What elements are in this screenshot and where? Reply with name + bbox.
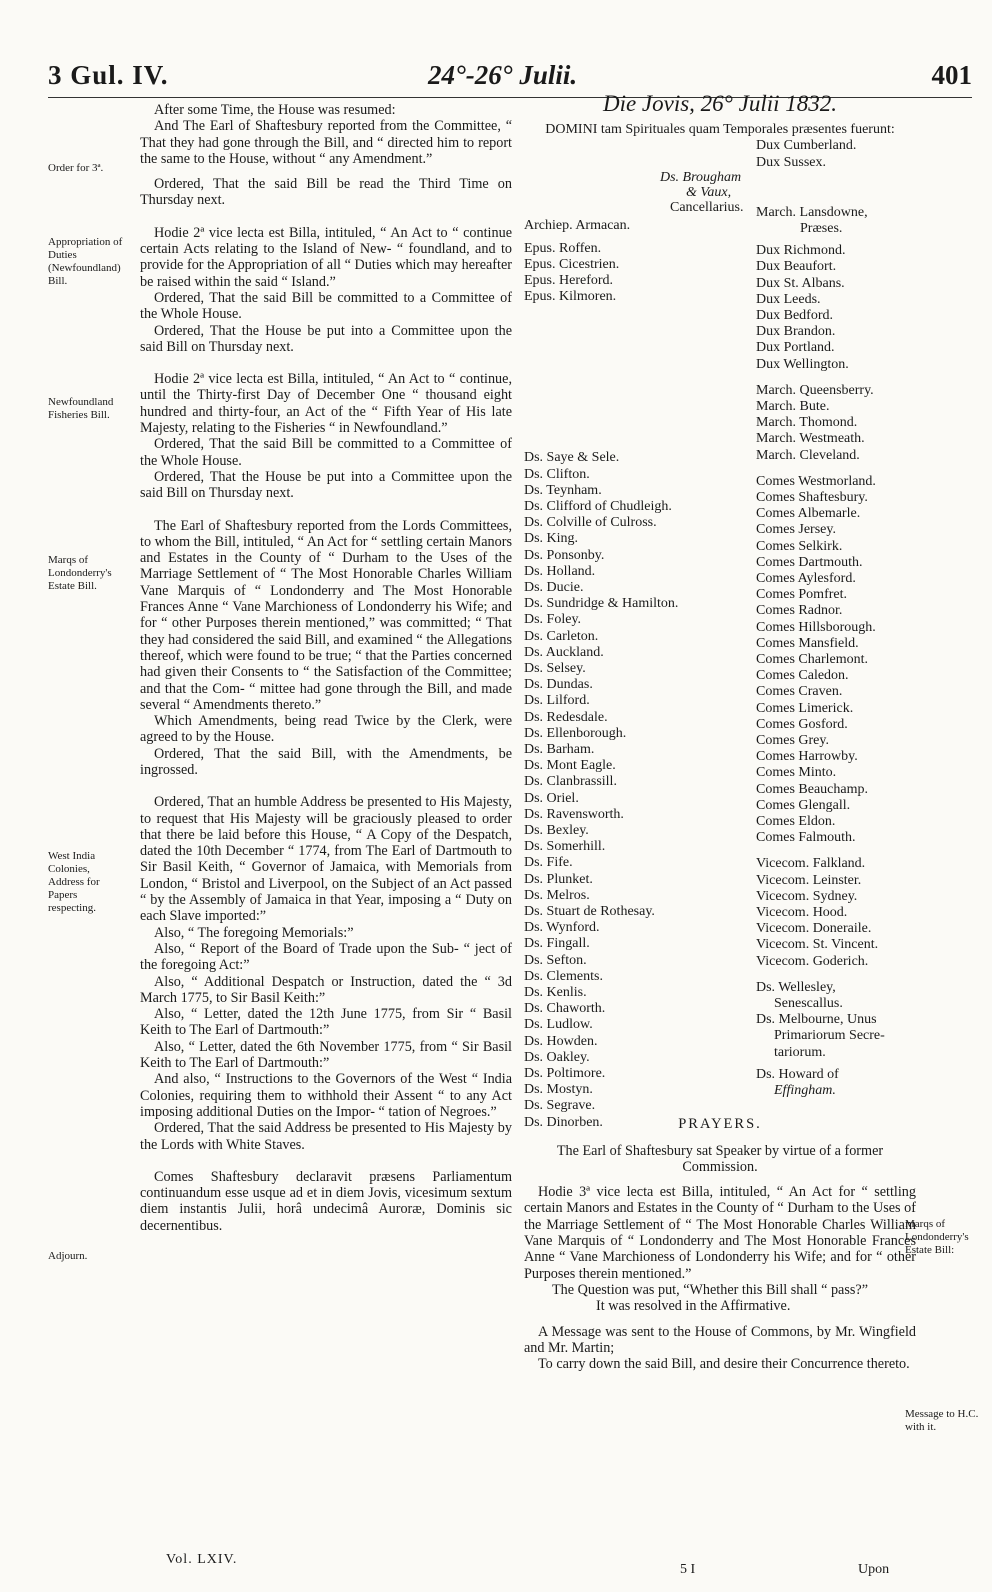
list-item: Ds. Ducie. — [524, 579, 584, 595]
paragraph: A Message was sent to the House of Commons, by Mr. Wingfield and Mr. Martin; — [524, 1323, 916, 1356]
list-item: Ds. Wynford. — [524, 920, 600, 936]
list-item: Ds. King. — [524, 531, 579, 547]
list-item: Ds. Ellenborough. — [524, 725, 627, 741]
list-item: Dux Beaufort. — [756, 259, 837, 275]
list-item: Ds. Lilford. — [524, 693, 590, 709]
list-item: Senescallus. — [774, 996, 843, 1012]
marquesses — [756, 383, 885, 464]
list-item: Ds. Chaworth. — [524, 1001, 606, 1017]
list-item: Comes Eldon. — [756, 814, 836, 830]
list-item: Epus. Roffen. — [524, 240, 602, 256]
dukes — [756, 243, 885, 373]
list-item: Ds. Plunket. — [524, 871, 593, 887]
viscounts — [756, 856, 885, 969]
list-item: Comes Grey. — [756, 733, 829, 748]
volume-number: Vol. LXIV. — [166, 1552, 238, 1567]
list-item: Ds. Sundridge & Hamilton. — [524, 596, 679, 612]
list-item: March. Lansdowne, — [756, 204, 868, 220]
list-item: Ds. Bexley. — [524, 822, 589, 838]
sidenote-londonderry-right: Marqs of Londonderry's Estate Bill: — [905, 1218, 969, 1256]
list-item: Ds. Stuart de Rothesay. — [524, 903, 655, 919]
list-item: Comes Pomfret. — [756, 587, 847, 603]
list-item: Dux St. Albans. — [756, 275, 845, 291]
list-item: Epus. Hereford. — [524, 272, 614, 288]
list-item: Ds. Oakley. — [524, 1049, 590, 1065]
list-item: Vicecom. Sydney. — [756, 888, 858, 904]
list-item: Ds. Clanbrassill. — [524, 774, 617, 790]
list-item: Ds. Kenlis. — [524, 985, 587, 1000]
list-item: Cancellarius. — [670, 200, 744, 216]
paragraph: Ordered, That the House be put into a Committee upon the said Bill on Thursday next. — [140, 322, 512, 355]
list-item: Vicecom. Doneraile. — [756, 921, 872, 937]
list-item: March. Queensberry. — [756, 382, 874, 398]
list-item: Ds. Somerhill. — [524, 839, 606, 855]
list-item: Dux Leeds. — [756, 291, 821, 307]
list-item: Comes Glengall. — [756, 797, 851, 813]
sidenote-fisheries: Newfoundland Fisheries Bill. — [48, 396, 114, 421]
list-item: Comes Aylesford. — [756, 570, 856, 586]
list-item: Comes Shaftesbury. — [756, 489, 868, 505]
paragraph: And also, “ Instructions to the Governors of the West “ India Colonies, requiring them to withhold their Assent “ to any Act imposing additional Duties on the Impor- “ tation of Negroes.” — [140, 1071, 512, 1120]
list-item: Comes Charlemont. — [756, 651, 868, 667]
list-item: Ds. Oriel. — [524, 790, 579, 806]
sidenote-west-india: West India Colonies, Address for Papers respecting. — [48, 850, 100, 914]
paragraph: The Question was put, “Whether this Bill shall “ pass?” — [552, 1281, 868, 1298]
list-item: Vicecom. Leinster. — [756, 872, 862, 888]
earls — [756, 474, 885, 847]
list-item: Comes Mansfield. — [756, 635, 859, 651]
list-item: Comes Hillsborough. — [756, 619, 876, 635]
list-item: Ds. Mont Eagle. — [524, 758, 616, 774]
list-item: Comes Limerick. — [756, 700, 854, 716]
sidenote-londonderry: Marqs of Londonderry's Estate Bill. — [48, 554, 112, 592]
list-item: Vicecom. St. Vincent. — [756, 937, 879, 953]
list-item: Archiep. Armacan. — [524, 218, 631, 234]
list-item: Comes Jersey. — [756, 522, 836, 538]
list-item: Comes Radnor. — [756, 603, 843, 619]
paragraph: Hodie 2ª vice lecta est Billa, intituled, “ An Act to “ continue, until the Thirty-first Day of December One “ thousand eight hundred and thirty-four, an Act of the “ Fifth Year of His late Majesty, relating to the Fisheries “ in Newfoundland.” — [140, 371, 512, 437]
list-item: Ds. Redesdale. — [524, 709, 608, 725]
date-range: 24°-26° Julii. — [428, 60, 578, 90]
sidenote-message: Message to H.C. with it. — [905, 1408, 979, 1433]
paragraph: Also, “ The foregoing Memorials:” — [154, 924, 354, 941]
list-item: Ds. Segrave. — [524, 1098, 596, 1114]
list-item: Comes Gosford. — [756, 716, 848, 732]
paragraph: And The Earl of Shaftesbury reported from the Committee, “ That they had gone through the Bill, and “ directed him to report the same to the House, without “ any Amendment.” — [140, 118, 512, 167]
list-item: & Vaux, — [686, 185, 732, 201]
paragraph: Also, “ Report of the Board of Trade upon the Sub- “ ject of the foregoing Act:” — [140, 940, 512, 974]
sidenote-order-third: Order for 3ª. — [48, 162, 104, 174]
sidenote-appropriation: Appropriation of Duties (Newfoundland) Bill. — [48, 236, 123, 287]
list-item: Dux Brandon. — [756, 324, 836, 340]
list-item: Dux Richmond. — [756, 243, 846, 259]
list-item: Comes Minto. — [756, 765, 837, 781]
paragraph: Comes Shaftesbury declaravit præsens Parliamentum continuandum esse usque ad et in diem Jovis, vicesimum sextum diem instantis Julii, horâ undecimâ Auroræ, Dominis sic decernentibus. — [140, 1168, 512, 1234]
list-item: Dux Portland. — [756, 340, 835, 356]
list-item: Ds. Selsey. — [524, 660, 586, 676]
right-column — [524, 91, 916, 1373]
left-column — [140, 102, 512, 1243]
signature-mark: 5 I — [680, 1562, 696, 1577]
list-item: Comes Caledon. — [756, 668, 849, 684]
list-item: March. Cleveland. — [756, 447, 860, 463]
list-item: Ds. Ravensworth. — [524, 806, 624, 822]
prayers-heading: PRAYERS. — [678, 1116, 762, 1133]
paragraph: Also, “ Additional Despatch or Instruction, dated the “ 3d March 1775, to Sir Basil Keith:” — [140, 973, 512, 1006]
list-item: Ds. Clifton. — [524, 466, 590, 482]
paragraph: The Earl of Shaftesbury reported from the Lords Committees, to whom the Bill, intituled, “ An Act for “ settling certain Manors and Estates in the County of “ Durham to the Uses of the Marriage Settlement of “ The Most Honorable Charles William Vane Marquis of “ Londonderry and The Most Honorable Frances Anne “ Vane Marchioness of Londonderry his Wife; and for “ other Purposes therein mentioned,” was committed; “ That they had considered the said Bill, and examined “ the Allegations thereof, which were found to be true; “ that the Parties concerned had given their Consents to “ the Satisfaction of the Committee; and that the Com- “ mittee had gone through the Bill, and made several “ Amendments thereto.” — [140, 517, 512, 713]
list-item: Comes Dartmouth. — [756, 554, 863, 570]
list-item: Ds. Melros. — [524, 887, 590, 903]
list-item: Ds. Ponsonby. — [524, 547, 605, 563]
list-item: Ds. Howard of — [756, 1066, 839, 1082]
paragraph: Ordered, That the said Bill, with the Amendments, be ingrossed. — [140, 745, 512, 778]
list-item: Ds. Brougham — [660, 170, 742, 186]
list-item: Epus. Cicestrien. — [524, 256, 620, 272]
paragraph: It was resolved in the Affirmative. — [596, 1298, 791, 1315]
list-item: Ds. Barham. — [524, 741, 595, 757]
list-item: Ds. Mostyn. — [524, 1082, 593, 1098]
list-item: Ds. Fife. — [524, 855, 573, 871]
list-item: Dux Cumberland. — [756, 138, 857, 154]
regnal-year: 3 Gul. IV. — [48, 60, 169, 90]
catchword: Upon — [858, 1562, 890, 1577]
page-number: 401 — [931, 60, 972, 90]
list-item: March. Westmeath. — [756, 431, 865, 447]
list-item: Comes Craven. — [756, 684, 843, 700]
sidenote-adjourn: Adjourn. — [48, 1250, 88, 1262]
list-item: Effingham. — [774, 1083, 836, 1099]
list-item: Ds. Howden. — [524, 1033, 598, 1049]
paragraph: Ordered, That the said Address be presented to His Majesty by the Lords with White Staves. — [140, 1120, 512, 1153]
list-item: Primariorum Secre- — [774, 1028, 885, 1044]
paragraph: Also, “ Letter, dated the 6th November 1775, from “ Sir Basil Keith to The Earl of Dartmouth:” — [140, 1038, 512, 1072]
list-item: Ds. Dinorben. — [524, 1114, 603, 1130]
day-title: Die Jovis, 26° Julii 1832. — [602, 91, 838, 116]
list-item: Ds. Ludlow. — [524, 1017, 593, 1033]
paragraph: Also, “ Letter, dated the 12th June 1775, from Sir “ Basil Keith to The Earl of Dartmouth:” — [140, 1006, 512, 1039]
paragraph: Hodie 3ª vice lecta est Billa, intituled, “ An Act for “ settling certain Manors and Estates in the County of “ Durham to the Uses of the Marriage Settlement of “ The Most Honorable Charles William Vane Marquis of “ Londonderry and The Most Honorable Frances Anne “ Vane Marchioness of Londonderry his Wife; and for “ other Purposes therein mentioned.” — [524, 1184, 916, 1282]
barons — [524, 450, 678, 1131]
list-item: Ds. Saye & Sele. — [524, 450, 620, 466]
list-item: Comes Falmouth. — [756, 830, 856, 846]
paragraph: Ordered, That the said Bill be committed to a Committee of the Whole House. — [140, 436, 512, 469]
list-item: Vicecom. Goderich. — [756, 953, 869, 969]
list-item: Ds. Dundas. — [524, 677, 593, 693]
paragraph: To carry down the said Bill, and desire their Concurrence thereto. — [538, 1356, 910, 1373]
list-item: Ds. Foley. — [524, 612, 582, 628]
paragraph: Hodie 2ª vice lecta est Billa, intituled, “ An Act to “ continue certain Acts relating to the Island of New- “ foundland, and to provide for the Appropriation of all “ Duties which may hereafter be raised within the said “ Island.” — [140, 224, 512, 290]
list-item: Ds. Wellesley, — [756, 979, 836, 995]
list-item: Comes Beauchamp. — [756, 781, 868, 797]
list-item: tariorum. — [774, 1044, 826, 1060]
domini-heading: DOMINI tam Spirituales quam Temporales præsentes fuerunt: — [545, 122, 895, 138]
list-item: Ds. Sefton. — [524, 952, 587, 968]
list-item: Ds. Carleton. — [524, 628, 599, 644]
paragraph: Ordered, That the said Bill be committed to a Committee of the Whole House. — [140, 289, 512, 323]
list-item: Præses. — [800, 220, 843, 236]
paragraph: After some Time, the House was resumed: — [154, 102, 396, 118]
speaker-note: The Earl of Shaftesbury sat Speaker by virtue of a former Commission. — [556, 1142, 884, 1175]
list-item: Comes Albemarle. — [756, 506, 861, 522]
list-item: Ds. Clifford of Chudleigh. — [524, 498, 672, 514]
list-item: Ds. Clements. — [524, 968, 603, 984]
list-item: Ds. Holland. — [524, 563, 596, 579]
list-item: Comes Harrowby. — [756, 749, 858, 765]
list-item: Ds. Melbourne, Unus — [756, 1012, 877, 1028]
list-item: Dux Wellington. — [756, 356, 849, 372]
paragraph: Which Amendments, being read Twice by the Clerk, were agreed to by the House. — [140, 713, 512, 746]
spiritual-lords — [524, 218, 630, 305]
chancellor — [660, 170, 743, 215]
temporal-lords — [756, 138, 885, 1099]
list-item: Dux Bedford. — [756, 307, 833, 323]
list-item: Comes Westmorland. — [756, 473, 876, 489]
list-item: March. Bute. — [756, 398, 830, 414]
list-item: Ds. Teynham. — [524, 482, 602, 498]
list-item: Comes Selkirk. — [756, 538, 843, 554]
list-item: Dux Sussex. — [756, 154, 827, 170]
paragraph: Ordered, That the said Bill be read the Third Time on Thursday next. — [140, 176, 512, 209]
paragraph: Ordered, That an humble Address be presented to His Majesty, to request that His Majesty will be graciously pleased to order that there be laid before this House, “ A Copy of the Despatch, dated the 10th December “ 1774, from The Earl of Dartmouth to Sir Basil Keith, “ Governor of Jamaica, with Memorials from London, “ Bristol and Liverpool, on the Subject of an Act passed “ by the Assembly of Jamaica in that Year, imposing a “ Duty on each Slave imported:” — [140, 794, 512, 925]
paragraph: Ordered, That the House be put into a Committee upon the said Bill on Thursday next. — [140, 468, 512, 502]
list-item: Epus. Kilmoren. — [524, 289, 617, 305]
list-item: Vicecom. Falkland. — [756, 856, 866, 872]
list-item: Ds. Auckland. — [524, 644, 604, 660]
list-item: March. Thomond. — [756, 415, 858, 431]
list-item: Ds. Fingall. — [524, 936, 590, 952]
list-item: Ds. Poltimore. — [524, 1066, 606, 1082]
list-item: Vicecom. Hood. — [756, 905, 848, 921]
list-item: Ds. Colville of Culross. — [524, 515, 657, 531]
